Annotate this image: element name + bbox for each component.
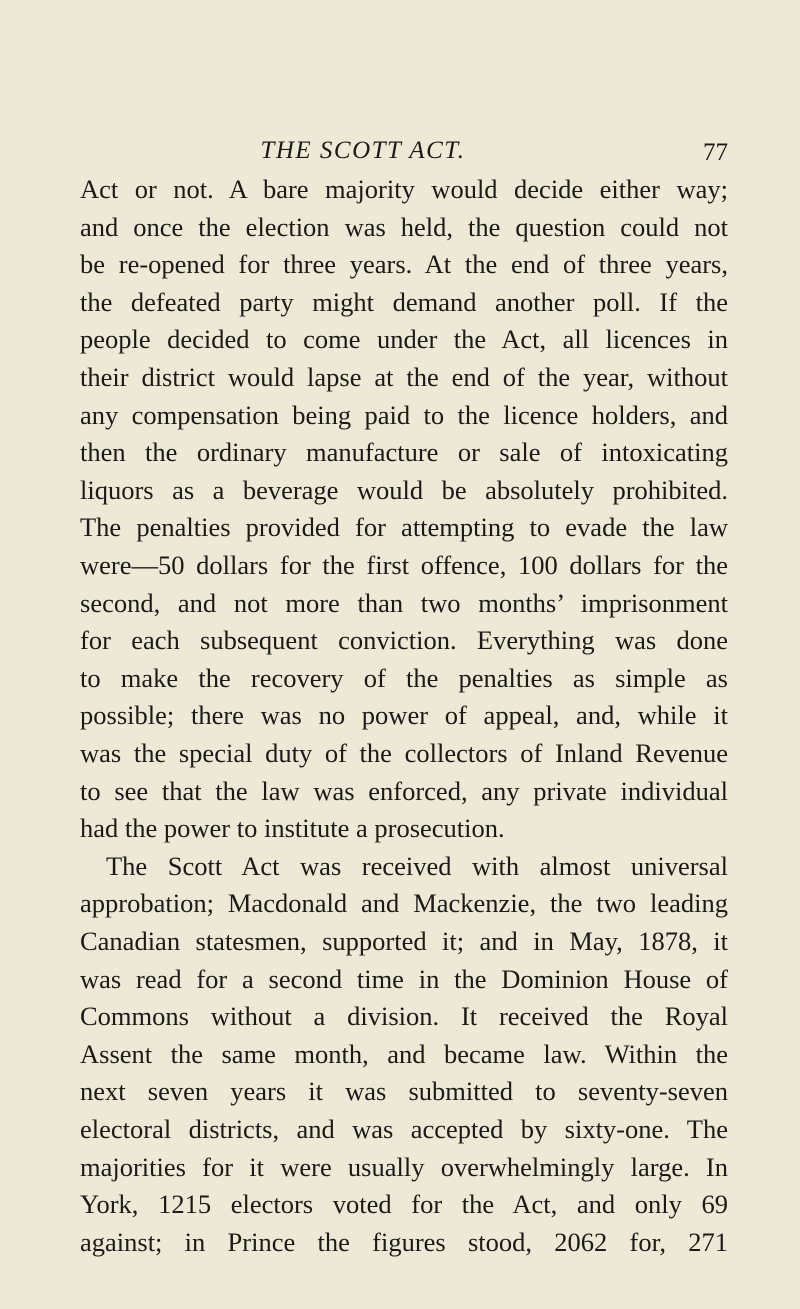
text-line: liquors as a beverage would be absolutely prohibited.	[80, 474, 728, 505]
running-title: THE SCOTT ACT.	[260, 137, 466, 164]
text-line: The penalties provided for attempting to evade the law	[80, 512, 728, 543]
text-line: to make the recovery of the penalties as simple as	[80, 662, 728, 693]
text-line: approbation; Macdonald and Mackenzie, the two leading	[80, 888, 728, 919]
text-line: second, and not more than two months’ imprisonment	[80, 587, 728, 618]
text-line: majorities for it were usually overwhelmingly large. In	[80, 1151, 728, 1182]
text-line: their district would lapse at the end of the year, without	[80, 362, 728, 392]
text-line: to see that the law was enforced, any private individual	[80, 775, 728, 806]
text-line: the defeated party might demand another poll. If the	[80, 286, 728, 317]
text-line: people decided to come under the Act, all licences in	[80, 324, 728, 355]
text-line: any compensation being paid to the licence holders, and	[80, 399, 728, 430]
running-head	[0, 137, 800, 169]
text-line: be re-opened for three years. At the end of three years,	[80, 249, 728, 280]
paragraph-last-line: had the power to institute a prosecution.	[80, 813, 505, 844]
paragraph-first-line: The Scott Act was received with almost universal	[106, 850, 728, 881]
text-line: Assent the same month, and became law. Within the	[80, 1038, 728, 1069]
text-line: then the ordinary manufacture or sale of intoxicating	[80, 437, 728, 468]
text-line: was the special duty of the collectors of Inland Revenue	[80, 738, 728, 768]
text-line: was read for a second time in the Dominion House of	[80, 963, 728, 994]
text-line: possible; there was no power of appeal, and, while it	[80, 700, 728, 731]
text-line: and once the election was held, the question could not	[80, 211, 728, 242]
text-line: for each subsequent conviction. Everything was done	[80, 625, 728, 656]
text-line: York, 1215 electors voted for the Act, and only 69	[80, 1189, 728, 1220]
text-line: electoral districts, and was accepted by sixty-one. The	[80, 1114, 728, 1144]
text-line: Canadian statesmen, supported it; and in May, 1878, it	[80, 926, 728, 956]
text-line: against; in Prince the figures stood, 2062 for, 271	[80, 1226, 728, 1257]
text-line: next seven years it was submitted to seventy-seven	[80, 1076, 728, 1107]
page-number: 77	[703, 139, 728, 166]
text-line: Act or not. A bare majority would decide either way;	[80, 174, 728, 204]
text-line: were—50 dollars for the first offence, 100 dollars for the	[80, 550, 728, 580]
text-line: Commons without a division. It received the Royal	[80, 1001, 728, 1032]
